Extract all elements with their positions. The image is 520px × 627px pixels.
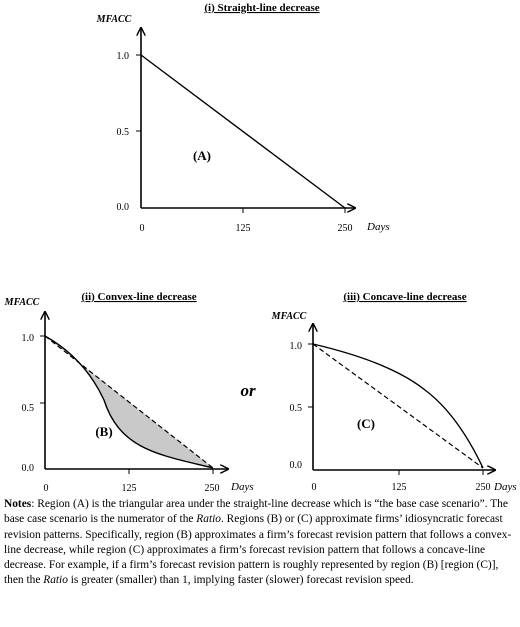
panel-2-y-tick-label: 1.0 <box>21 333 34 344</box>
panel-concave-line <box>271 291 517 493</box>
panel-1-straight-line <box>141 55 345 208</box>
panel-1-x-tick-label: 0 <box>139 223 145 234</box>
panel-2-title: (ii) Convex-line decrease <box>81 291 197 303</box>
panel-convex-line <box>4 291 254 494</box>
region-a-label: (A) <box>192 148 212 163</box>
region-c-label: (C) <box>356 416 376 431</box>
notes-ratio-term: Ratio <box>196 513 221 526</box>
notes-paragraph <box>4 497 518 589</box>
panel-2-x-axis-label: Days <box>231 481 254 493</box>
panel-1-y-tick-label: 0.5 <box>116 127 129 138</box>
panel-1-y-tick-label: 0.0 <box>116 202 129 213</box>
panel-3-y-tick-label: 0.0 <box>289 460 302 471</box>
panel-2-x-tick-label: 250 <box>204 483 220 494</box>
notes-heading: Notes <box>4 498 32 510</box>
notes-ratio-term-2: Ratio <box>43 574 68 587</box>
panel-2-y-axis-label: MFACC <box>4 297 40 308</box>
panel-1-y-axis-label: MFACC <box>96 14 132 25</box>
panel-1-x-tick-label: 250 <box>337 223 353 234</box>
panel-3-x-tick-label: 250 <box>475 482 491 493</box>
panel-3-x-tick-label: 0 <box>311 482 317 493</box>
panel-3-title: (iii) Concave-line decrease <box>343 291 467 303</box>
or-connector: or <box>240 381 256 400</box>
region-b-label: (B) <box>95 424 113 439</box>
panel-3-y-tick-label: 1.0 <box>289 341 302 352</box>
panel-3-straight-line-dashed <box>313 344 483 468</box>
panel-2-x-tick-label: 125 <box>121 483 137 494</box>
panel-1-x-axis-label: Days <box>367 221 390 233</box>
panel-3-x-axis-label: Days <box>494 481 517 493</box>
notes-text-part-3: is greater (smaller) than 1, implying faster (slower) forecast revision speed. <box>67 574 414 587</box>
panel-1-title: (i) Straight-line decrease <box>204 2 320 14</box>
notes-text-part-1: : Region (A) is the triangular area under the straight-line decrease which is “the base case scenario”. The base case scenario is the numerator of the <box>4 498 508 526</box>
panel-2-x-tick-label: 0 <box>43 483 49 494</box>
panel-straight-line <box>96 2 390 234</box>
panel-3-x-tick-label: 125 <box>391 482 407 493</box>
panel-2-y-tick-label: 0.5 <box>21 403 34 414</box>
panel-3-y-tick-label: 0.5 <box>289 403 302 414</box>
panel-1-x-tick-label: 125 <box>235 223 251 234</box>
panel-3-y-axis-label: MFACC <box>271 311 307 322</box>
notes-text-part-2: . Regions (B) or (C) approximate firms’ idiosyncratic forecast revision patterns. Specifically, region (B) approximates a firm’s forecast revision pattern that follows a convex-line decrease, while region (C) approximates a firm’s forecast revision pattern that follows a concave-line decrease. For example, if a firm’s forecast revision pattern is roughly represented by region (B) [region (C)], then the <box>4 513 512 587</box>
panel-1-y-tick-label: 1.0 <box>116 51 129 62</box>
panel-2-y-tick-label: 0.0 <box>21 463 34 474</box>
